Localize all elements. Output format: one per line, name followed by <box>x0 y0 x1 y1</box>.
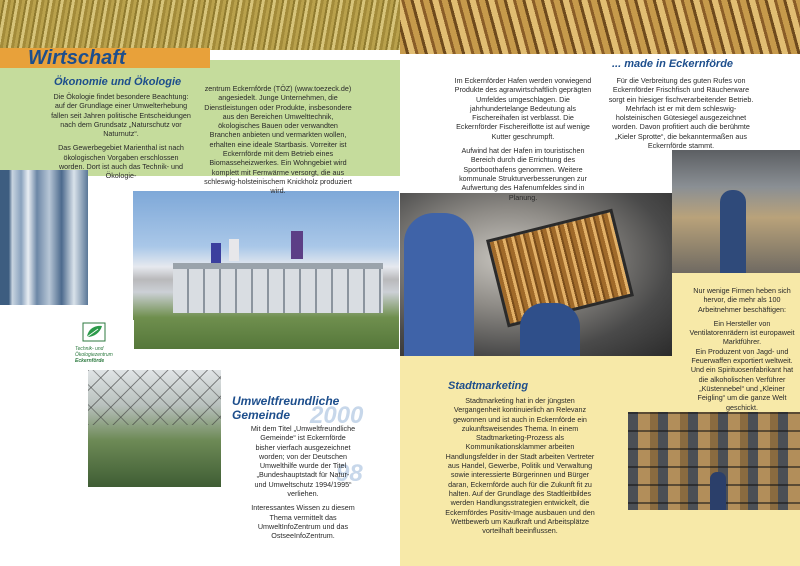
greenhouse-atrium-photo <box>88 370 221 487</box>
oekonomie-paragraph: Die Ökologie findet besondere Beachtung: auf der Grundlage einer Umwelterhebung fallen seit Jahren politische Entscheidungen nach dem Grundsatz „Naturschutz vor Naturnutz“. <box>51 92 191 139</box>
made-in-text <box>606 76 756 155</box>
made-in-heading: ... made in Eckernförde <box>612 58 734 70</box>
year-decoration: 98 <box>336 460 363 487</box>
made-in-paragraph: Für die Verbreitung des guten Rufes von Eckernförder Frischfisch und Räucherware sorgt ein hiesiger fischverarbeitender Betrieb. Mehrfach ist er mit dem schleswig-holsteinischen Gütesiegel ausgezeichnet worden. Davon profitiert auch die berühmte „Kieler Sprotte“, die bekanntermaßen aus Eckernförde stammt. <box>608 76 754 151</box>
gemeinde-heading <box>232 394 339 422</box>
logo-place: Eckernförde <box>75 358 105 364</box>
firmen-item: Ein Hersteller von Ventilatorenrädern ist europaweit Marktführer. <box>689 318 795 347</box>
industrial-pipes-photo <box>0 170 88 305</box>
stadtmarketing-text <box>444 396 596 540</box>
hafen-text <box>452 76 594 207</box>
wheat-field-photo <box>0 0 400 50</box>
section-title: Wirtschaft <box>28 47 126 69</box>
gemeinde-paragraph: Mit dem Titel „Umweltfreundliche Gemeinde“ ist Eckernförde bisher vierfach ausgezeichnet worden; von der Deutschen Umwelthilfe wurde der Titel „Bundeshauptstadt für Natur- und Umweltschutz 1994/1995“ verliehen. <box>250 424 356 499</box>
oekonomie-column-1 <box>50 92 192 186</box>
firmen-item: Ein Produzent von Jagd- und Feuerwaffen exportiert weltweit. <box>691 346 793 366</box>
toez-building-photo <box>133 191 399 349</box>
hafen-paragraph: Aufwind hat der Hafen im touristischen Bereich durch die Errichtung des Sportboothafens genommen. Weitere kommunale Strukturverbesserungen zur Aufwertung des Hafenumfeldes sind in Planung. <box>459 146 587 202</box>
firmen-item: Und ein Spirituosenfabrikant hat die alkoholischen Verführer „Küstennebel“ und „Kleiner Feigling“ um die ganze Welt geschickt. <box>690 365 794 412</box>
oekonomie-column-2 <box>204 84 352 201</box>
warehouse-photo <box>628 412 800 510</box>
oekonomie-paragraph: Das Gewerbegebiet Marienthal ist nach ökologischen Vorgaben erschlossen worden. Dort ist auch das Technik- und Ökologie- <box>58 143 184 181</box>
hafen-paragraph: Im Eckernförder Hafen werden vorwiegend Produkte des agrarwirtschaftlich geprägten Umfeldes umgeschlagen. Die jahrhundertelange Bedeutung als Fischereihafen ist verblasst. Die Eckernförder Fischereiflotte ist auf wenige Kutter geschrumpft. <box>454 76 592 141</box>
stadtmarketing-heading: Stadtmarketing <box>448 380 529 392</box>
gemeinde-paragraph: Interessantes Wissen zu diesem Thema vermittelt das UmweltInfoZentrum und das OstseeInfoZentrum. <box>251 503 355 541</box>
leaf-icon <box>82 322 106 342</box>
firmen-paragraph: Nur wenige Firmen heben sich hervor, die mehr als 100 Arbeitnehmer beschäftigen: <box>693 286 791 314</box>
factory-worker-photo <box>672 150 800 273</box>
gemeinde-heading-line: Gemeinde <box>232 408 291 422</box>
gemeinde-text <box>250 424 356 546</box>
stadtmarketing-paragraph: Stadtmarketing hat in der jüngsten Vergangenheit kontinuierlich an Relevanz gewonnen und ist auch in Eckernförde ein zukunftsweisendes Thema. In einem Stadtmarketing-Prozess als Kommunikationsklammer arbeiten Handlungsfelder in der Stadt arbeiten Vertreter aus Handel, Gewerbe, Politik und Verwaltung sowie interessierte Bürgerinnen und Bürger daran, Eckernförde auch für die Zukunft fit zu halten. Auf der Grundlage des Stadtleitbildes werden Handlungsstrategien entwickelt, die Eckernfördes Positiv-Image ausbauen und den Wettbewerb um Kaufkraft und Arbeitsplätze vorteilhaft beeinflussen. <box>445 396 595 536</box>
smoked-fish-photo <box>400 0 800 54</box>
year-decoration: 2000 <box>310 402 364 429</box>
oekonomie-paragraph: zentrum Eckernförde (TÖZ) (www.toezeck.de) angesiedelt. Junge Unternehmen, die Dienstleistungen oder Produkte, insbesondere aus den Bereichen Umwelttechnik, ökologisches Bauen oder verwandten Branchen anbieten und vermarkten wollen, erhalten eine ideale Startbasis. Vorreiter ist Eckernförde mit dem Betrieb eines Biomasseheizwerkes. Ein Wohngebiet wird komplett mit Fernwärme versorgt, die aus schleswig-holsteinischem Knickholz produziert wird. <box>204 84 352 196</box>
oekonomie-heading: Ökonomie und Ökologie <box>54 76 182 88</box>
firmen-text <box>688 286 796 417</box>
gemeinde-heading-line: Umweltfreundliche <box>232 394 340 408</box>
fish-smokehouse-photo <box>400 193 672 356</box>
logo-name: Technik- und Ökologiezentrum <box>75 346 113 358</box>
